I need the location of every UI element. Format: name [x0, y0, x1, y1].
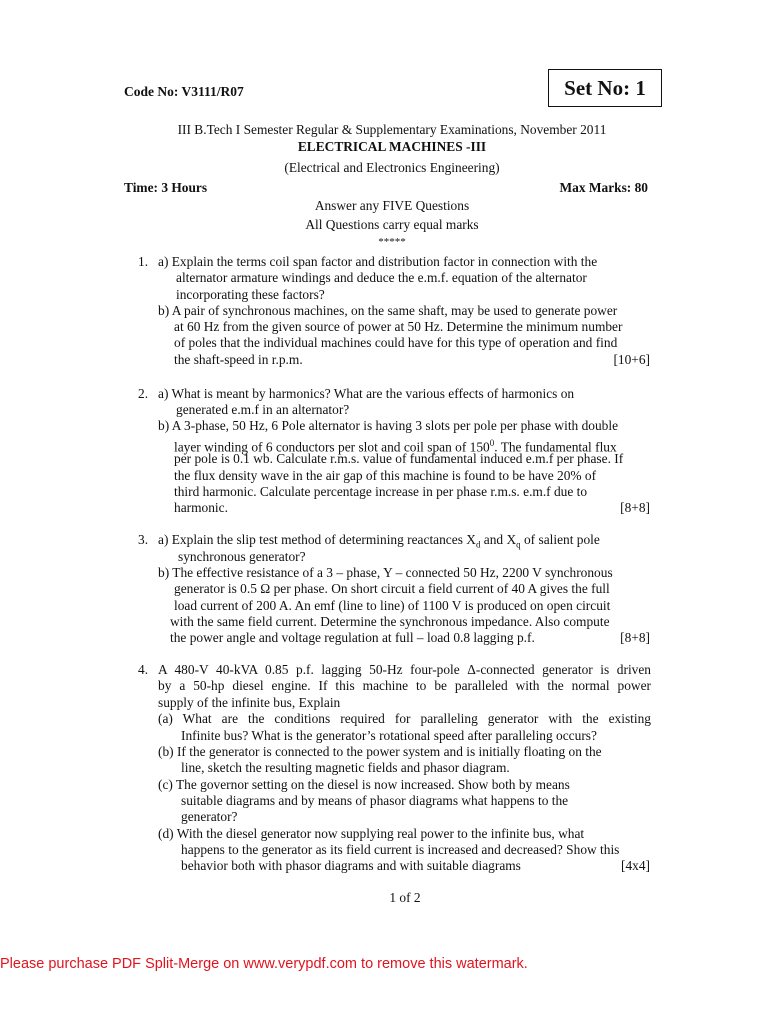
set-number-box: Set No: 1 [548, 69, 662, 107]
question-number: 2. [138, 386, 149, 401]
instruction-five: Answer any FIVE Questions [314, 198, 470, 213]
question-text-part: and X [480, 532, 517, 547]
question-text: harmonic. [174, 500, 228, 515]
question-text-part: a) Explain the slip test method of determining reactances X [158, 532, 476, 547]
subscript: q [516, 539, 521, 550]
exam-title: III B.Tech I Semester Regular & Supplementary Examinations, November 2011 [177, 122, 607, 137]
question-text: at 60 Hz from the given source of power at 50 Hz. Determine the minimum number [174, 319, 623, 334]
question-text: generator? [181, 809, 238, 824]
question-text-part: . The fundamental flux [494, 439, 617, 455]
question-text: a) What is meant by harmonics? What are the various effects of harmonics on [158, 386, 575, 401]
question-text: Infinite bus? What is the generator’s rotational speed after paralleling occurs? [181, 728, 597, 743]
question-text: a) Explain the terms coil span factor and distribution factor in connection with the [158, 254, 598, 269]
marks-allocation: [4x4] [620, 858, 650, 873]
question-number: 3. [138, 532, 149, 547]
question-text: by a 50-hp diesel engine. If this machine to be paralleled with the normal power [158, 678, 651, 693]
question-text: load current of 200 A. An emf (line to line) of 1100 V is produced on open circuit [174, 598, 611, 613]
question-text: alternator armature windings and deduce the e.m.f. equation of the alternator [176, 270, 587, 285]
question-text: per pole is 0.1 wb. Calculate r.m.s. value of fundamental induced e.m.f per phase. If [174, 451, 624, 466]
marks-allocation: [8+8] [620, 630, 650, 645]
question-text: supply of the infinite bus, Explain [158, 695, 341, 710]
question-number: 4. [138, 662, 149, 677]
question-text: behavior both with phasor diagrams and with suitable diagrams [181, 858, 521, 873]
superscript: 0 [489, 438, 495, 448]
question-text: b) A pair of synchronous machines, on the same shaft, may be used to generate power [158, 303, 618, 318]
page-number: 1 of 2 [389, 890, 421, 905]
question-text: the shaft-speed in r.p.m. [174, 352, 303, 367]
time-label: Time: 3 Hours [124, 180, 208, 195]
watermark-notice: Please purchase PDF Split-Merge on www.verypdf.com to remove this watermark. [0, 956, 528, 972]
question-text: line, sketch the resulting magnetic fields and phasor diagram. [181, 760, 510, 775]
question-text: suitable diagrams and by means of phasor diagrams what happens to the [181, 793, 569, 808]
question-text: (d) With the diesel generator now supplying real power to the infinite bus, what [158, 826, 585, 841]
question-text: (b) If the generator is connected to the power system and is initially floating on the [158, 744, 602, 759]
max-marks-label: Max Marks: 80 [559, 180, 648, 195]
separator-stars: ***** [378, 236, 406, 248]
question-text: b) The effective resistance of a 3 – phase, Y – connected 50 Hz, 2200 V synchronous [158, 565, 613, 580]
question-text: the flux density wave in the air gap of this machine is found to be have 20% of [174, 468, 597, 483]
code-number: Code No: V3111/R07 [124, 84, 244, 99]
question-text: synchronous generator? [178, 549, 306, 564]
question-text: third harmonic. Calculate percentage increase in per phase r.m.s. e.m.f due to [174, 484, 588, 499]
question-text: incorporating these factors? [176, 287, 325, 302]
question-text: generated e.m.f in an alternator? [176, 402, 350, 417]
question-text: (c) The governor setting on the diesel is now increased. Show both by means [158, 777, 570, 792]
question-text: A 480-V 40-kVA 0.85 p.f. lagging 50-Hz four-pole Δ-connected generator is driven [158, 662, 651, 677]
question-text: b) A 3-phase, 50 Hz, 6 Pole alternator is having 3 slots per pole per phase with double [158, 418, 619, 433]
question-number: 1. [138, 254, 149, 269]
question-text: generator is 0.5 Ω per phase. On short circuit a field current of 40 A gives the full [174, 581, 610, 596]
branch-title: (Electrical and Electronics Engineering) [284, 160, 500, 175]
subscript: d [475, 539, 481, 550]
marks-allocation: [8+8] [620, 500, 650, 515]
marks-allocation: [10+6] [613, 352, 650, 367]
subject-title: ELECTRICAL MACHINES -III [297, 139, 487, 154]
question-text: the power angle and voltage regulation at full – load 0.8 lagging p.f. [170, 630, 535, 645]
question-text-part: of salient pole [520, 532, 600, 547]
question-text: happens to the generator as its field current is increased and decreased? Show this [181, 842, 620, 857]
question-text: (a) What are the conditions required for paralleling generator with the existing [158, 711, 651, 726]
question-text-part: layer winding of 6 conductors per slot and coil span of 150 [174, 439, 490, 455]
instruction-equal: All Questions carry equal marks [305, 217, 479, 232]
question-text: with the same field current. Determine the synchronous impedance. Also compute [170, 614, 610, 629]
question-text: of poles that the individual machines could have for this type of operation and find [174, 335, 618, 350]
